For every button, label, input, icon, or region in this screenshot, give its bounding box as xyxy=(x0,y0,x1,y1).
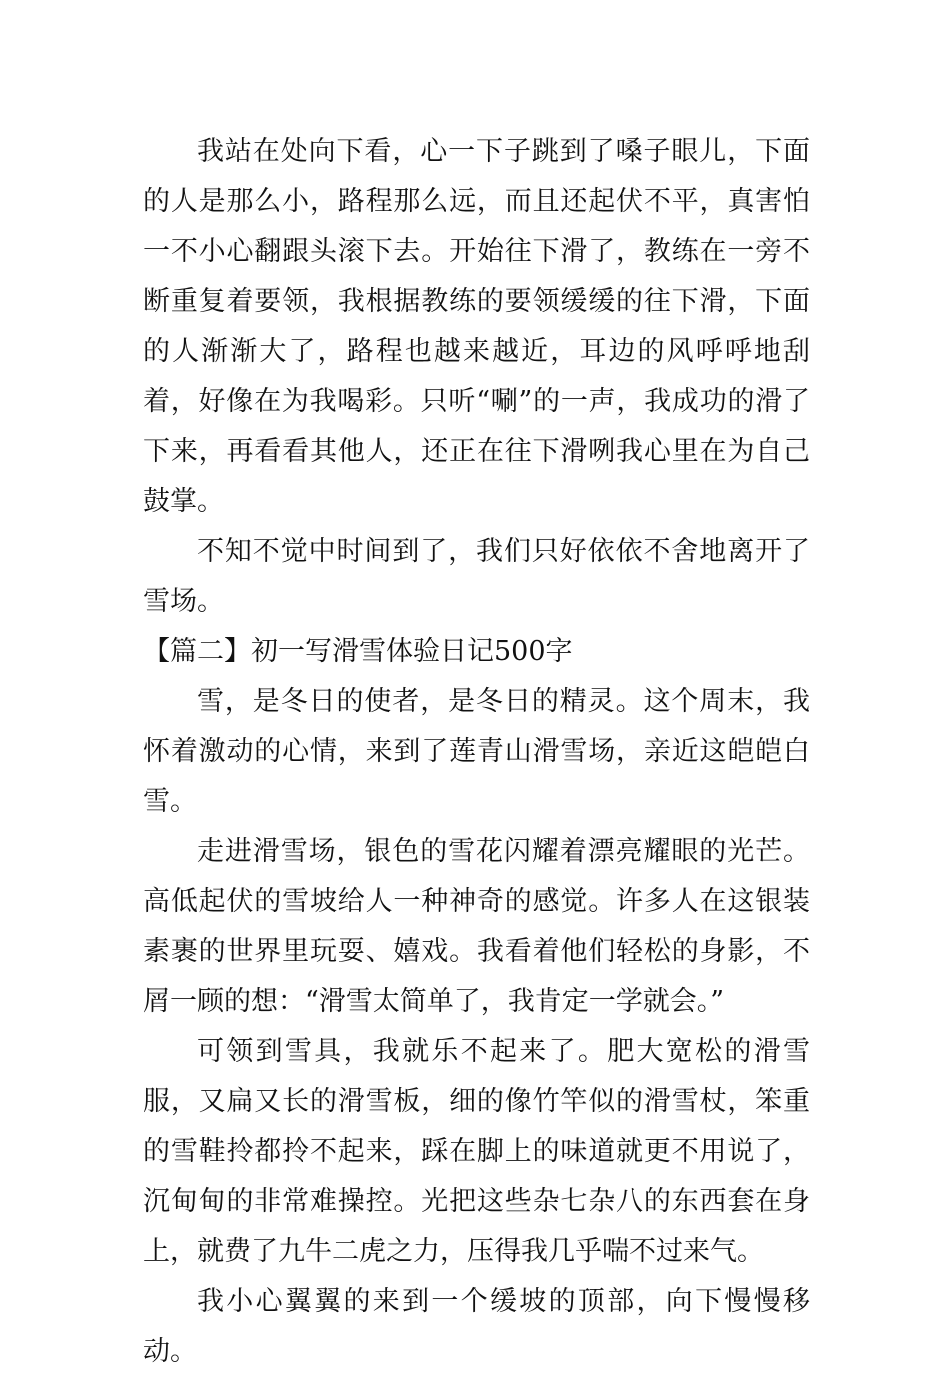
paragraph-leaving-slope: 不知不觉中时间到了，我们只好依依不舍地离开了雪场。 xyxy=(143,536,810,617)
paragraph-snow-intro: 雪，是冬日的使者，是冬日的精灵。这个周末，我怀着激动的心情，来到了莲青山滑雪场，亲近这皑皑白雪。 xyxy=(143,686,810,817)
paragraph-gentle-slope: 我小心翼翼的来到一个缓坡的顶部，向下慢慢移动。 xyxy=(143,1286,810,1367)
section-heading: 【篇二】初一写滑雪体验日记500字 xyxy=(143,636,573,667)
paragraph-entering-slope: 走进滑雪场，银色的雪花闪耀着漂亮耀眼的光芒。高低起伏的雪坡给人一种神奇的感觉。许多人在这银装素裹的世界里玩耍、嬉戏。我看着他们轻松的身影，不屑一顾的想：“滑雪太简单了，我肯定一学就会。” xyxy=(143,836,810,1017)
document-body xyxy=(143,127,810,1377)
paragraph-skiing-down: 我站在处向下看，心一下子跳到了嗓子眼儿，下面的人是那么小，路程那么远，而且还起伏不平，真害怕一不小心翻跟头滚下去。开始往下滑了，教练在一旁不断重复着要领，我根据教练的要领缓缓的往下滑，下面的人渐渐大了，路程也越来越近，耳边的风呼呼地刮着，好像在为我喝彩。只听“唰”的一声，我成功的滑了下来，再看看其他人，还正在往下滑咧我心里在为自己鼓掌。 xyxy=(143,136,810,517)
paragraph-ski-gear: 可领到雪具，我就乐不起来了。肥大宽松的滑雪服，又扁又长的滑雪板，细的像竹竿似的滑雪杖，笨重的雪鞋拎都拎不起来，踩在脚上的味道就更不用说了，沉甸甸的非常难操控。光把这些杂七杂八的东西套在身上，就费了九牛二虎之力，压得我几乎喘不过来气。 xyxy=(143,1036,810,1267)
